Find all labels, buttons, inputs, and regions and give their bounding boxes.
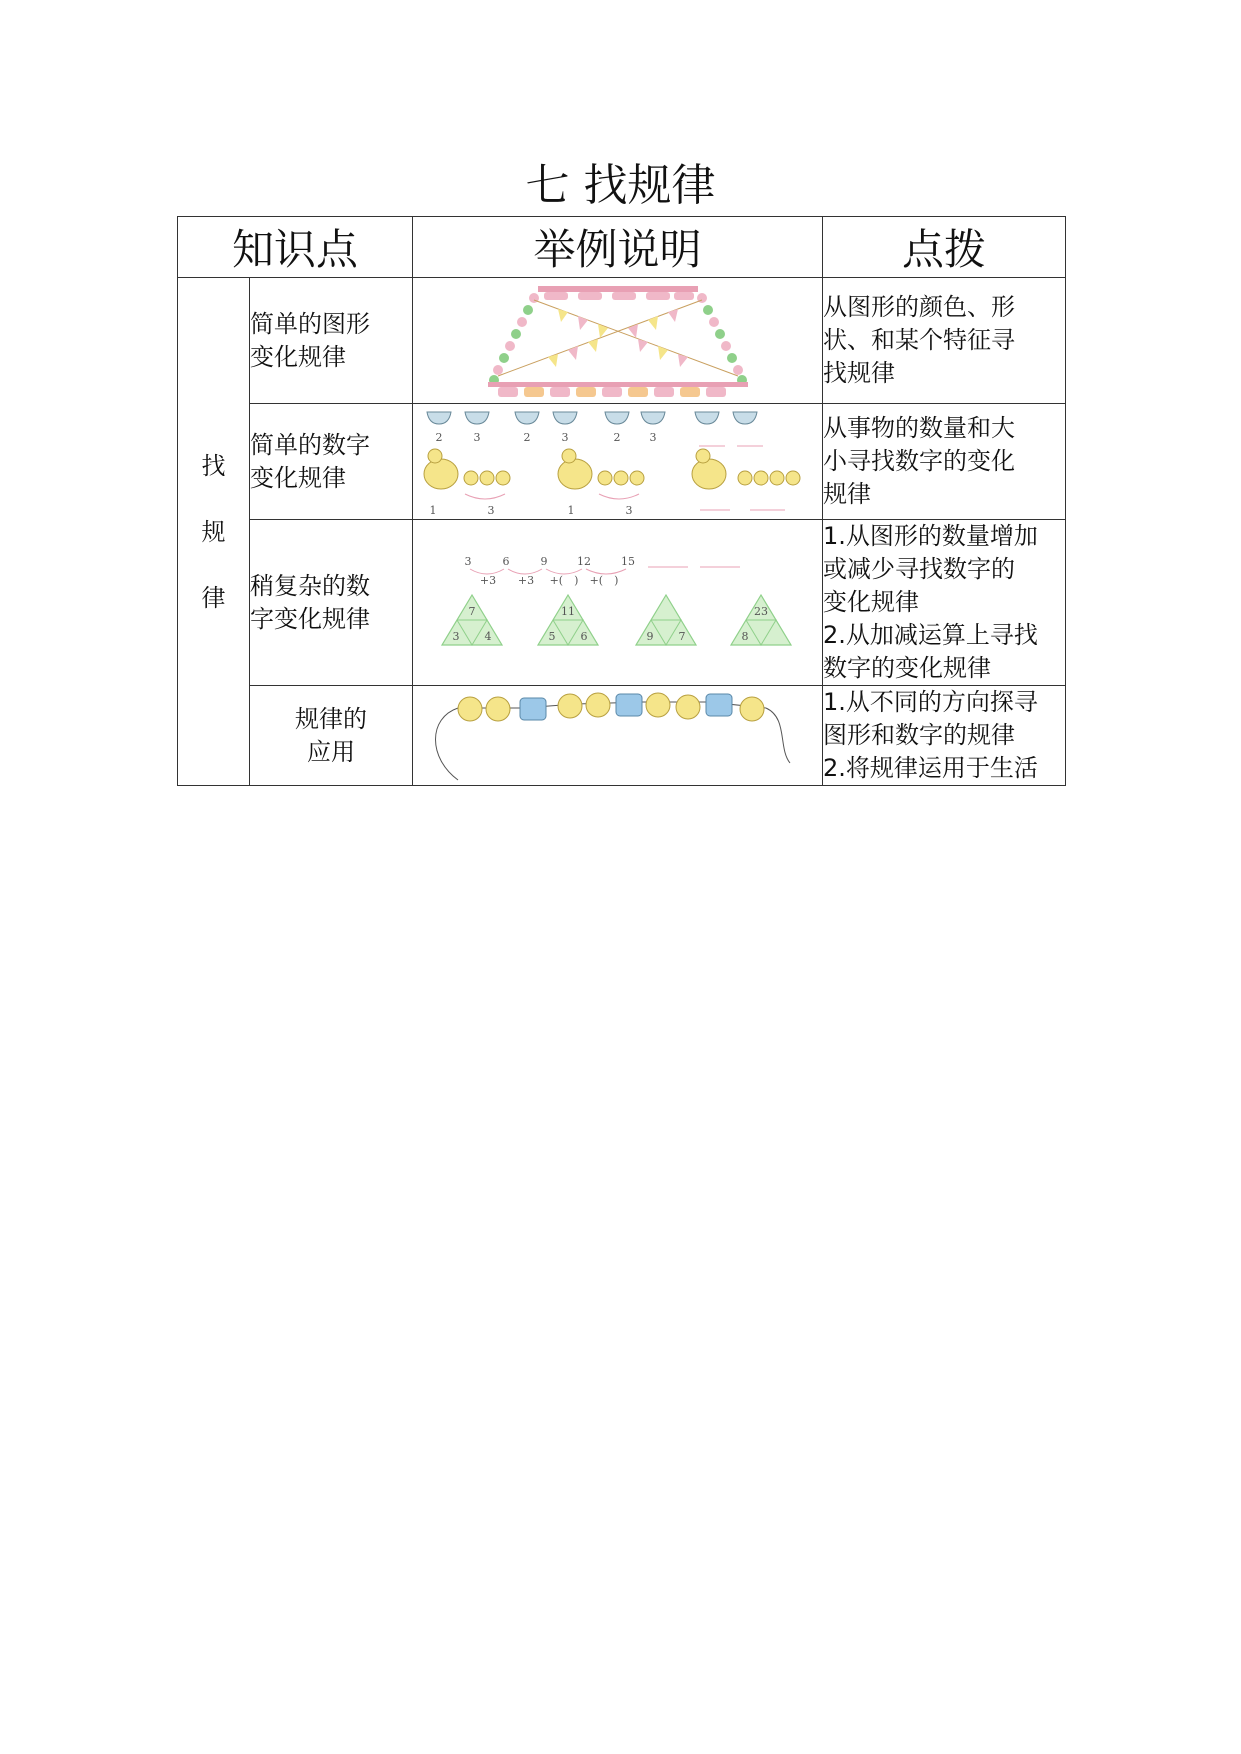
category-char: 找 [201,451,226,480]
hen-icon [424,449,458,489]
bowl-number: 3 [561,430,569,444]
bead-cylinder [520,698,546,720]
table-row [178,404,1066,520]
example-cell [413,520,823,686]
header-example: 举例说明 [413,217,823,278]
sequence-number: 6 [502,554,510,568]
sequence-number: 12 [576,554,591,568]
chick-number: 3 [487,503,495,517]
svg-text:3: 3 [452,629,460,643]
hen-icon [558,449,592,489]
svg-text:11: 11 [560,604,575,618]
category-cell [178,278,250,786]
page-title: 七 找规律 [525,160,716,211]
bowl-number: 2 [523,430,531,444]
bowl-number: 3 [649,430,657,444]
svg-text:6: 6 [580,629,588,643]
operation-label: +3 [479,573,496,587]
bead-cylinder [616,694,642,716]
knowledge-cell: 简单的图形 变化规律 [250,278,413,404]
tips-cell: 1.从图形的数量增加 或减少寻找数字的 变化规律 2.从加减运算上寻找 数字的变化规律 [823,520,1066,686]
svg-text:8: 8 [741,629,749,643]
category-char: 律 [201,583,226,612]
sequence-number: 9 [540,554,548,568]
header-tips: 点拨 [823,217,1066,278]
sequence-number: 3 [464,554,472,568]
tips-cell: 从事物的数量和大 小寻找数字的变化 规律 [823,404,1066,520]
example-cell [413,278,823,404]
bead-cylinder [706,694,732,716]
table-row [178,278,1066,404]
hen-icon [692,449,726,489]
bead-ball [586,693,610,717]
chick-number: 1 [429,503,437,517]
knowledge-cell: 规律的 应用 [250,686,413,786]
chick-number: 3 [625,503,633,517]
svg-text:23: 23 [753,604,768,618]
bead-ball [558,694,582,718]
knowledge-cell: 简单的数字 变化规律 [250,404,413,520]
left-flower-chain [489,293,539,385]
chick-icons [598,471,644,485]
operation-label: +3 [517,573,534,587]
svg-text:7: 7 [468,604,476,618]
knowledge-cell: 稍复杂的数 字变化规律 [250,520,413,686]
category-char: 规 [201,517,226,546]
bottom-bead-row [488,382,748,397]
right-flower-chain [697,293,747,385]
sequence-number: 15 [620,554,635,568]
example-cell [413,404,823,520]
header-knowledge: 知识点 [178,217,413,278]
chick-icons [464,471,510,485]
pennant-flags [548,309,688,367]
bead-ball [646,693,670,717]
knowledge-table [177,216,1066,786]
chick-icons [738,471,800,485]
tips-cell: 从图形的颜色、形 状、和某个特征寻 找规律 [823,278,1066,404]
bead-ball [740,697,764,721]
svg-text:9: 9 [646,629,654,643]
svg-text:4: 4 [484,629,492,643]
bead-string-illustration [418,688,818,783]
bowls-chicks-illustration [415,406,820,518]
table-row [178,520,1066,686]
table-header-row [178,217,1066,278]
tips-cell: 1.从不同的方向探寻 图形和数字的规律 2.将规律运用于生活 [823,686,1066,786]
bowl-number: 2 [613,430,621,444]
top-bead-row [538,286,698,300]
table-row [178,686,1066,786]
bowl-number: 3 [473,430,481,444]
operation-label: +( ) [589,573,618,587]
bunting-illustration [468,280,768,402]
example-cell [413,686,823,786]
bead-ball [486,697,510,721]
operation-label: +( ) [549,573,578,587]
svg-text:5: 5 [548,629,556,643]
bead-ball [676,695,700,719]
bowl-row [427,412,757,424]
bead-ball [458,697,482,721]
bowl-number: 2 [435,430,443,444]
sequence-illustration [438,553,798,653]
chick-number: 1 [567,503,575,517]
svg-text:7: 7 [678,629,686,643]
